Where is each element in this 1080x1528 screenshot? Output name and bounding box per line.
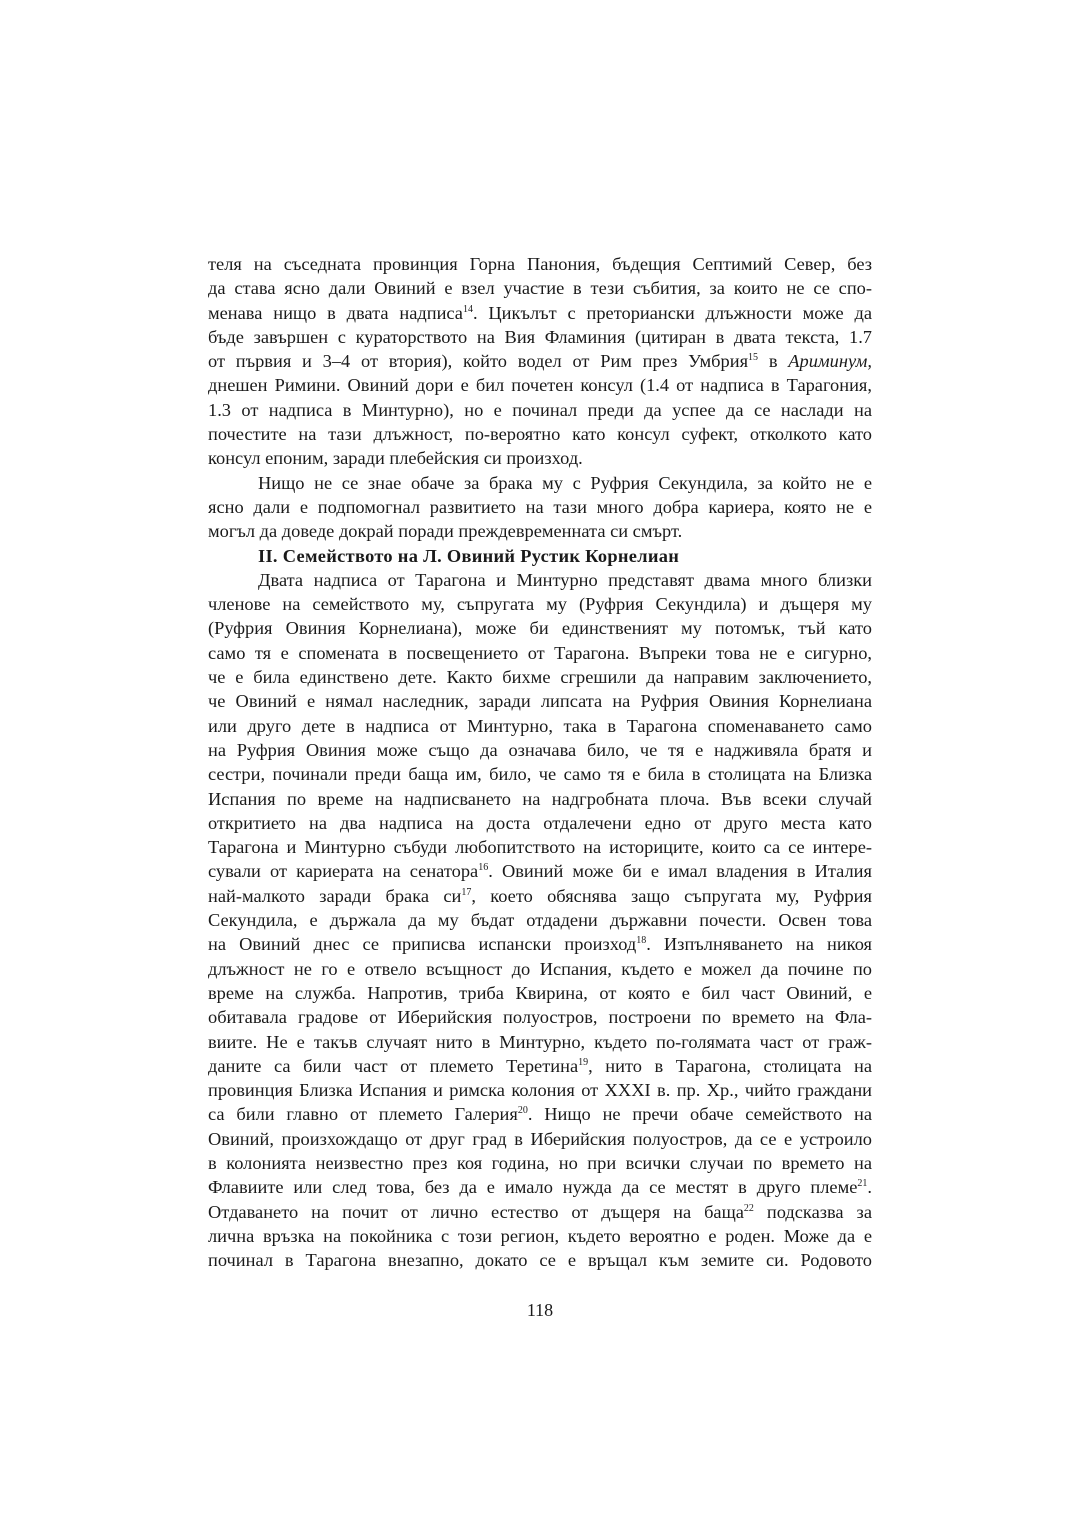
text-run: подсказва за (753, 1201, 872, 1222)
text-line (208, 1127, 872, 1151)
text-line (208, 884, 872, 908)
text-line (208, 1102, 872, 1126)
text-run: че е била единствено дете. Както бихме сгрешили да направим заключението, (208, 667, 872, 688)
text-run: лична връзка на покойника с този регион, където вероятно е роден. Може да е (208, 1225, 872, 1246)
text-run: 1.3 от надписа в Минтурно), но е починал преди да успее да се наслади на (208, 399, 872, 420)
text-run: Секундила, е държала да му бъдат отдадени държавни почести. Освен това (208, 910, 872, 931)
text-line (208, 1248, 872, 1272)
text-run: че Овиний е нямал наследник, заради липсата на Руфрия Овиния Корнелиана (208, 691, 872, 712)
text-line (208, 908, 872, 932)
text-run: Овиний, произхождащо от друг град в Иберийския полуостров, да се е устроило (208, 1128, 872, 1149)
text-line (208, 1151, 872, 1175)
text-run: най-малкото заради брака си (208, 885, 462, 906)
text-run: теля на съседната провинция Горна Панония, бъдещия Септимий Север, без (208, 254, 872, 274)
text-run: почестите на тази длъжност, по-вероятно като консул суфект, отколкото като (208, 424, 872, 445)
text-line (208, 932, 872, 956)
text-line (208, 276, 872, 300)
text-line (208, 762, 872, 786)
text-line (208, 325, 872, 349)
text-run: . Изпълняването на никоя (646, 934, 872, 955)
text-run: в колонията неизвестно през коя година, но при всички случаи по времето на (208, 1152, 872, 1173)
text-line (208, 714, 872, 738)
text-run: откритието на два надписа на доста отдалечени едно от друго места като (208, 812, 872, 833)
footnote-ref: 20 (517, 1105, 528, 1117)
text-line (208, 373, 872, 397)
text-run: (Руфрия Овиния Корнелиана), може би единственият му потомък, тъй като (208, 618, 872, 639)
text-run: консул епоним, заради плебейския си произход. (208, 448, 583, 469)
text-line (208, 1054, 872, 1078)
page-number: 118 (526, 1300, 554, 1320)
text-line (208, 252, 872, 276)
text-line (208, 641, 872, 665)
footnote-ref: 17 (461, 886, 472, 898)
text-run: менава нищо в двата надписа (208, 302, 463, 323)
text-run: даните са били част от племето Теретина (208, 1055, 579, 1076)
text-line (208, 1224, 872, 1248)
text-run: Испания по време на надписването на надгробната плоча. Във всеки случай (208, 788, 872, 809)
text-run: са били главно от племето Галерия (208, 1104, 518, 1125)
text-run: да става ясно дали Овиний е взел участие в тези събития, за които не се спо- (208, 278, 872, 299)
text-line (208, 1175, 872, 1199)
text-line (208, 422, 872, 446)
text-line (208, 981, 872, 1005)
text-run: ясно дали е подпомогнал развитието на тази много добра кариера, която не е (208, 496, 872, 517)
text-run: сували от кариерата на сенатора (208, 861, 479, 882)
text-run: само тя е спомената в посвещението от Тарагона. Въпреки това не е сигурно, (208, 642, 872, 663)
text-line (208, 1005, 872, 1029)
footnote-ref: 15 (748, 352, 759, 364)
text-line (208, 738, 872, 762)
text-line (208, 811, 872, 835)
text-run: . Овиний може би е имал владения в Италия (488, 861, 872, 882)
text-run: на Овиний днес се приписва испански произход (208, 934, 637, 955)
text-run: обитавала градове от Иберийския полуостров, построени по времето на Фла- (208, 1007, 872, 1028)
text-run: от първия и 3–4 от втория), който водел от Рим през Умбрия (208, 351, 749, 372)
footnote-ref: 22 (743, 1202, 754, 1214)
text-run: членове на семейството му, съпругата му (Руфрия Секундила) и дъщеря му (208, 594, 872, 615)
body-text (208, 252, 872, 1272)
text-run: в (758, 351, 789, 372)
text-run: Двата надписа от Тарагона и Минтурно представят двама много близки (258, 569, 872, 590)
text-run: време на служба. Напротив, триба Квирина, от която е бил част Овиний, е (208, 982, 872, 1003)
text-line (208, 1200, 872, 1224)
text-run: . Цикълът с преториански длъжности може да (472, 302, 872, 323)
text-run: или друго дете в надписа от Минтурно, така в Тарагона споменаването само (208, 715, 872, 736)
italic-term: Ариминум, (788, 351, 872, 372)
text-line (208, 592, 872, 616)
text-run: на Руфрия Овиния може също да означава било, че тя е надживяла братя и (208, 739, 872, 760)
text-line (208, 1078, 872, 1102)
text-line (208, 398, 872, 422)
text-line (208, 665, 872, 689)
text-run: . (867, 1177, 872, 1198)
text-line (208, 859, 872, 883)
text-line (208, 471, 872, 495)
text-line (208, 446, 872, 470)
text-run: починал в Тарагона внезапно, докато се е връщал към земите си. Родовото (208, 1250, 872, 1271)
section-heading: II. Семейството на Л. Овиний Рустик Корнелиан (258, 545, 680, 566)
text-run: Нищо не се знае обаче за брака му с Руфрия Секундила, за който не е (258, 472, 872, 493)
text-line (208, 787, 872, 811)
text-run: . Нищо не пречи обаче семейството на (527, 1104, 872, 1125)
text-line (208, 1030, 872, 1054)
text-line (208, 568, 872, 592)
text-line (208, 957, 872, 981)
text-line (208, 835, 872, 859)
text-run: длъжност не го е отвело всъщност до Испания, където е можел да почине по (208, 958, 872, 979)
text-run: , което обяснява защо съпругата му, Руфрия (471, 885, 872, 906)
footnote-ref: 14 (462, 303, 473, 315)
text-line (208, 616, 872, 640)
text-run: , нито в Тарагона, столицата на (588, 1055, 872, 1076)
text-line (208, 519, 872, 543)
text-line (208, 495, 872, 519)
text-run: Тарагона и Минтурно събуди любопитството на историците, които са се интере- (208, 837, 872, 858)
text-run: бъде завършен с кураторството на Вия Фламиния (цитиран в двата текста, 1.7 (208, 326, 872, 347)
text-line (208, 301, 872, 325)
text-run: днешен Римини. Овиний дори е бил почетен консул (1.4 от надписа в Тарагония, (208, 375, 872, 396)
text-run: сестри, починали преди баща им, било, че само тя е била в столицата на Близка (208, 764, 872, 785)
text-line (208, 349, 872, 373)
text-run: могъл да доведе докрай поради преждевременната си смърт. (208, 521, 683, 542)
footnote-ref: 21 (857, 1178, 868, 1190)
text-run: виите. Не е такъв случаят нито в Минтурно, където по-голямата част от граж- (208, 1031, 872, 1052)
text-line (208, 689, 872, 713)
text-run: Отдаването на почит от лично естество от дъщеря на баща (208, 1201, 744, 1222)
text-run: Флавиите или след това, без да е имало нужда да се местят в друго племе (208, 1177, 858, 1198)
footnote-ref: 19 (578, 1056, 589, 1068)
text-run: провинция Близка Испания и римска колония от XXXI в. пр. Хр., чийто граждани (208, 1080, 872, 1101)
footnote-ref: 16 (478, 862, 489, 874)
footnote-ref: 18 (636, 935, 647, 947)
